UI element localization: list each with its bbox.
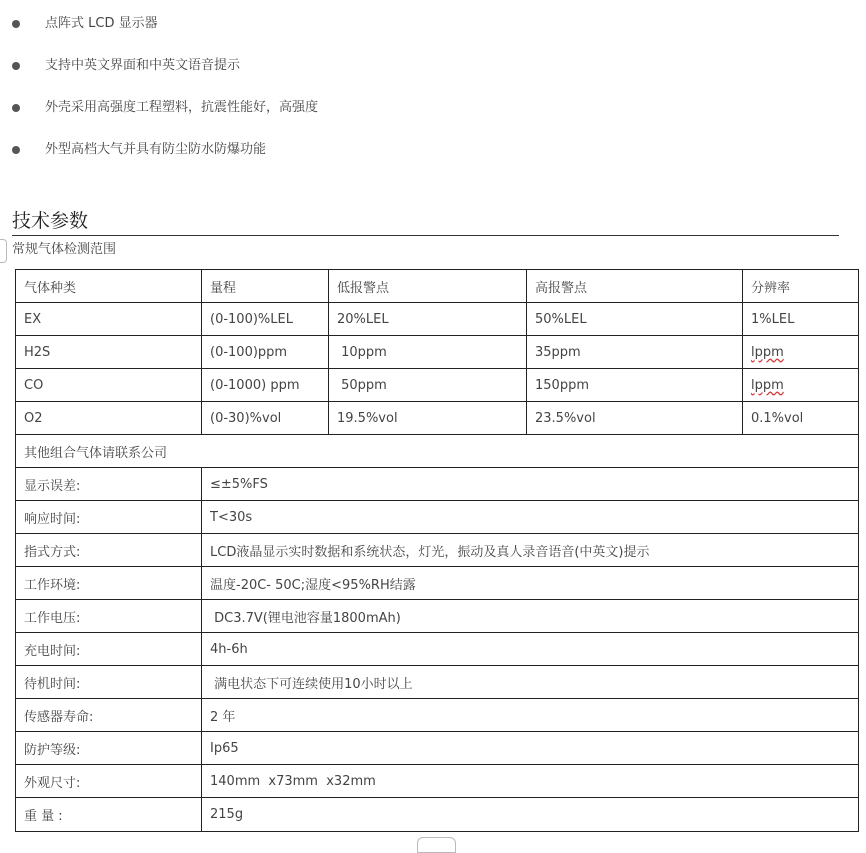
spec-row <box>16 600 859 633</box>
spec-row <box>16 699 859 732</box>
section-divider <box>12 235 839 236</box>
spellcheck-underline: lppm <box>751 344 784 360</box>
feature-text: 外型高档大气并具有防尘防水防爆功能 <box>45 142 267 157</box>
table-cell: H2S <box>16 336 202 369</box>
spec-row <box>16 567 859 600</box>
table-header-cell: 低报警点 <box>329 270 527 303</box>
spec-value: 140mm x73mm x32mm <box>202 765 859 798</box>
table-row <box>16 402 859 435</box>
spec-label: 响应时间: <box>16 501 202 534</box>
table-note: 其他组合气体请联系公司 <box>16 435 859 468</box>
spec-label: 重 量 : <box>16 798 202 832</box>
bottom-handle[interactable] <box>417 837 456 853</box>
table-cell: (0-1000) ppm <box>202 369 329 402</box>
spec-row <box>16 765 859 798</box>
feature-item <box>0 140 600 160</box>
spec-label: 指式方式: <box>16 534 202 567</box>
spec-label: 显示误差: <box>16 468 202 501</box>
table-row <box>16 336 859 369</box>
table-cell <box>743 336 859 369</box>
spec-value: 4h-6h <box>202 633 859 666</box>
feature-text: 外壳采用高强度工程塑料，抗震性能好，高强度 <box>45 100 319 115</box>
table-cell: 35ppm <box>527 336 743 369</box>
spec-label: 传感器寿命: <box>16 699 202 732</box>
spellcheck-underline: lppm <box>751 377 784 393</box>
table-cell: 150ppm <box>527 369 743 402</box>
spec-value: ≤±5%FS <box>202 468 859 501</box>
section-title: 技术参数 <box>12 210 89 232</box>
spec-label: 外观尺寸: <box>16 765 202 798</box>
spec-row <box>16 501 859 534</box>
spec-value: 满电状态下可连续使用10小时以上 <box>202 666 859 699</box>
spec-value: DC3.7V(锂电池容量1800mAh) <box>202 600 859 633</box>
table-cell: 50%LEL <box>527 303 743 336</box>
feature-text: 支持中英文界面和中英文语音提示 <box>45 58 241 73</box>
table-cell: EX <box>16 303 202 336</box>
spec-row <box>16 798 859 832</box>
table-cell: (0-100)%LEL <box>202 303 329 336</box>
spec-value: 215g <box>202 798 859 832</box>
table-cell: CO <box>16 369 202 402</box>
spec-label: 防护等级: <box>16 732 202 765</box>
feature-item <box>0 56 600 76</box>
spec-value: 2 年 <box>202 699 859 732</box>
table-cell: 20%LEL <box>329 303 527 336</box>
table-cell: 1%LEL <box>743 303 859 336</box>
bullet-icon <box>12 146 20 154</box>
feature-item <box>0 98 600 118</box>
spec-row <box>16 732 859 765</box>
table-cell: (0-100)ppm <box>202 336 329 369</box>
table-cell: 23.5%vol <box>527 402 743 435</box>
feature-text: 点阵式 LCD 显示器 <box>45 16 158 31</box>
bullet-icon <box>12 62 20 70</box>
table-cell: (0-30)%vol <box>202 402 329 435</box>
spec-value: T<30s <box>202 501 859 534</box>
bullet-icon <box>12 104 20 112</box>
feature-item <box>0 14 600 34</box>
bullet-icon <box>12 20 20 28</box>
table-row <box>16 303 859 336</box>
spec-value: Ip65 <box>202 732 859 765</box>
side-handle[interactable] <box>0 239 7 263</box>
table-header-row <box>16 270 859 303</box>
table-cell <box>743 369 859 402</box>
table-header-cell: 量程 <box>202 270 329 303</box>
table-cell: 50ppm <box>329 369 527 402</box>
table-header-cell: 分辨率 <box>743 270 859 303</box>
spec-label: 待机时间: <box>16 666 202 699</box>
spec-row <box>16 534 859 567</box>
table-caption: 常规气体检测范围 <box>12 242 117 257</box>
spec-label: 工作环境: <box>16 567 202 600</box>
table-cell: O2 <box>16 402 202 435</box>
table-note-row <box>16 435 859 468</box>
table-cell: 19.5%vol <box>329 402 527 435</box>
spec-row <box>16 468 859 501</box>
table-header-cell: 气体种类 <box>16 270 202 303</box>
spec-value: 温度-20C- 50C;湿度<95%RH结露 <box>202 567 859 600</box>
table-header-cell: 高报警点 <box>527 270 743 303</box>
spec-value: LCD液晶显示实时数据和系统状态，灯光，振动及真人录音语音(中英文)提示 <box>202 534 859 567</box>
table-row <box>16 369 859 402</box>
table-cell: 0.1%vol <box>743 402 859 435</box>
spec-table <box>15 269 859 832</box>
spec-row <box>16 666 859 699</box>
spec-row <box>16 633 859 666</box>
spec-label: 充电时间: <box>16 633 202 666</box>
table-cell: 10ppm <box>329 336 527 369</box>
spec-label: 工作电压: <box>16 600 202 633</box>
